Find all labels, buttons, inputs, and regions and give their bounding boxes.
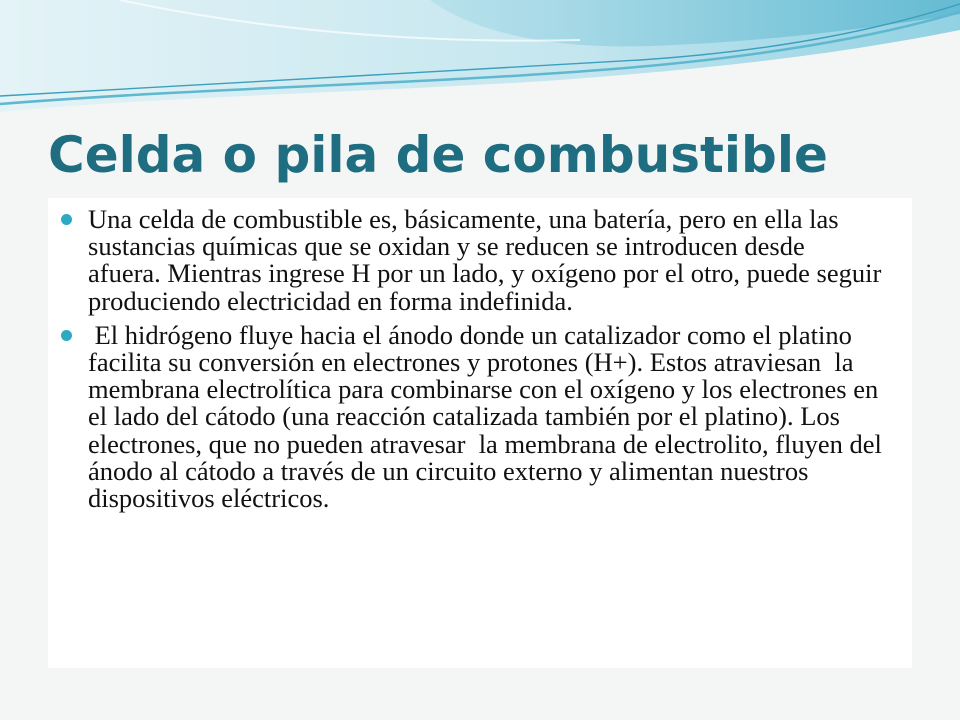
bullet-dot-icon: [61, 330, 72, 341]
content-area: [48, 198, 912, 668]
bullet-text: Una celda de combustible es, básicamente, una batería, pero en ella las sustancias químicas que se oxidan y se reducen se introducen desde afuera. Mientras ingrese H por un lado, y oxígeno por el otro, puede seguir produciendo electricidad en forma indefinida.: [88, 204, 882, 316]
bullet-dot-icon: [61, 214, 72, 225]
slide-title: Celda o pila de combustible: [48, 126, 828, 184]
bullet-text: El hidrógeno fluye hacia el ánodo donde un catalizador como el platino facilita su conversión en electrones y protones (H+). Estos atraviesan la membrana electrolítica para combinarse con el oxígeno y los electrones en el lado del cátodo (una reacción catalizada también por el platino). Los electrones, que no pueden atravesar la membrana de electrolito, fluyen del ánodo al cátodo a través de un circuito externo y alimentan nuestros dispositivos eléctricos.: [88, 319, 889, 514]
bullet-item: [88, 319, 889, 514]
bullet-item: [88, 206, 882, 315]
bullet-list: [48, 198, 912, 512]
decorative-wave-header: [0, 0, 960, 130]
